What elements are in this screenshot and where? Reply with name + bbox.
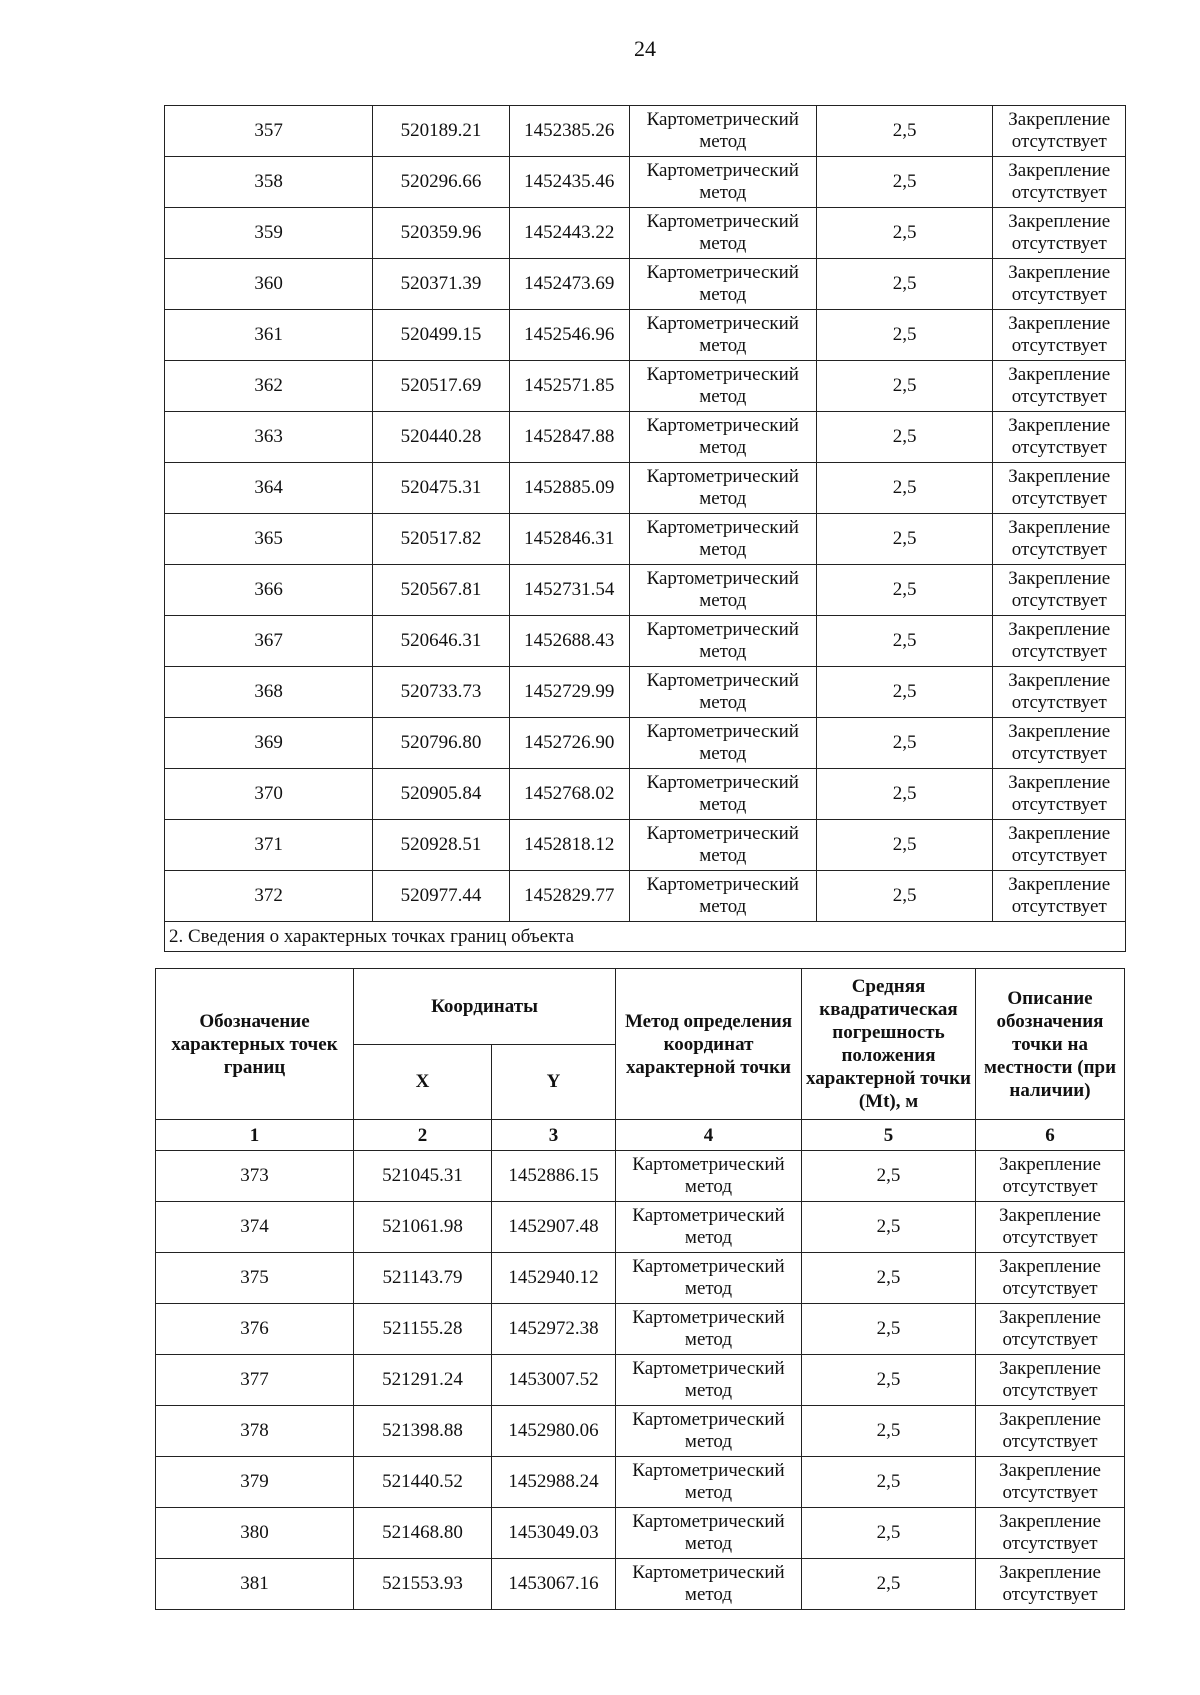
description-cell: Закрепление отсутствует [993,565,1126,616]
error-cell: 2,5 [802,1304,976,1355]
x-coordinate-cell: 520733.73 [373,667,510,718]
error-cell: 2,5 [816,208,993,259]
table-row [165,616,1126,667]
description-cell: Закрепление отсутствует [976,1253,1125,1304]
point-id-cell: 364 [165,463,373,514]
method-cell: Картометрический метод [629,769,816,820]
header-description: Описание обозначения точки на местности (при наличии) [976,969,1125,1120]
table-row [156,1406,1125,1457]
column-number: 1 [156,1120,354,1151]
error-cell: 2,5 [802,1202,976,1253]
error-cell: 2,5 [816,412,993,463]
y-coordinate-cell: 1452473.69 [509,259,629,310]
y-coordinate-cell: 1452885.09 [509,463,629,514]
y-coordinate-cell: 1452546.96 [509,310,629,361]
description-cell: Закрепление отсутствует [993,718,1126,769]
description-cell: Закрепление отсутствует [993,514,1126,565]
y-coordinate-cell: 1452688.43 [509,616,629,667]
error-cell: 2,5 [802,1559,976,1610]
error-cell: 2,5 [816,616,993,667]
error-cell: 2,5 [816,106,993,157]
table-row [156,1559,1125,1610]
table-row [165,157,1126,208]
error-cell: 2,5 [802,1253,976,1304]
error-cell: 2,5 [816,718,993,769]
method-cell: Картометрический метод [616,1457,802,1508]
point-id-cell: 370 [165,769,373,820]
page-number: 24 [634,36,656,61]
table-row [156,1202,1125,1253]
method-cell: Картометрический метод [616,1202,802,1253]
point-id-cell: 358 [165,157,373,208]
column-number: 4 [616,1120,802,1151]
x-coordinate-cell: 520796.80 [373,718,510,769]
point-id-cell: 378 [156,1406,354,1457]
description-cell: Закрепление отсутствует [976,1151,1125,1202]
description-cell: Закрепление отсутствует [976,1304,1125,1355]
table-row [165,514,1126,565]
y-coordinate-cell: 1452435.46 [509,157,629,208]
table-row [165,565,1126,616]
x-coordinate-cell: 521045.31 [354,1151,492,1202]
method-cell: Картометрический метод [629,259,816,310]
point-id-cell: 361 [165,310,373,361]
point-id-cell: 376 [156,1304,354,1355]
boundary-points-table-continued [164,105,1126,952]
point-id-cell: 368 [165,667,373,718]
description-cell: Закрепление отсутствует [993,106,1126,157]
header-x: X [354,1044,492,1120]
method-cell: Картометрический метод [629,616,816,667]
point-id-cell: 369 [165,718,373,769]
y-coordinate-cell: 1452886.15 [492,1151,616,1202]
description-cell: Закрепление отсутствует [976,1559,1125,1610]
method-cell: Картометрический метод [629,310,816,361]
error-cell: 2,5 [802,1151,976,1202]
method-cell: Картометрический метод [629,157,816,208]
method-cell: Картометрический метод [629,820,816,871]
y-coordinate-cell: 1452731.54 [509,565,629,616]
error-cell: 2,5 [816,310,993,361]
point-id-cell: 372 [165,871,373,922]
method-cell: Картометрический метод [616,1151,802,1202]
table-row [165,208,1126,259]
x-coordinate-cell: 520517.82 [373,514,510,565]
table-row [165,106,1126,157]
method-cell: Картометрический метод [616,1559,802,1610]
table-row [156,1253,1125,1304]
x-coordinate-cell: 520977.44 [373,871,510,922]
description-cell: Закрепление отсутствует [993,310,1126,361]
point-id-cell: 375 [156,1253,354,1304]
table-row [165,667,1126,718]
y-coordinate-cell: 1453007.52 [492,1355,616,1406]
description-cell: Закрепление отсутствует [976,1202,1125,1253]
error-cell: 2,5 [816,667,993,718]
table1-body [165,106,1126,922]
method-cell: Картометрический метод [629,514,816,565]
y-coordinate-cell: 1453049.03 [492,1508,616,1559]
error-cell: 2,5 [816,157,993,208]
x-coordinate-cell: 521061.98 [354,1202,492,1253]
point-id-cell: 359 [165,208,373,259]
point-id-cell: 363 [165,412,373,463]
x-coordinate-cell: 521398.88 [354,1406,492,1457]
x-coordinate-cell: 520359.96 [373,208,510,259]
y-coordinate-cell: 1452729.99 [509,667,629,718]
point-id-cell: 377 [156,1355,354,1406]
x-coordinate-cell: 521440.52 [354,1457,492,1508]
description-cell: Закрепление отсутствует [976,1355,1125,1406]
point-id-cell: 371 [165,820,373,871]
error-cell: 2,5 [816,463,993,514]
method-cell: Картометрический метод [616,1304,802,1355]
table-row [165,463,1126,514]
x-coordinate-cell: 520296.66 [373,157,510,208]
y-coordinate-cell: 1452907.48 [492,1202,616,1253]
method-cell: Картометрический метод [629,463,816,514]
x-coordinate-cell: 520189.21 [373,106,510,157]
description-cell: Закрепление отсутствует [993,616,1126,667]
x-coordinate-cell: 520567.81 [373,565,510,616]
description-cell: Закрепление отсутствует [993,463,1126,514]
table-row [156,1151,1125,1202]
point-id-cell: 380 [156,1508,354,1559]
boundary-points-table [155,968,1125,1610]
table-row [156,1355,1125,1406]
description-cell: Закрепление отсутствует [976,1457,1125,1508]
table-row [156,1508,1125,1559]
point-id-cell: 374 [156,1202,354,1253]
x-coordinate-cell: 520475.31 [373,463,510,514]
point-id-cell: 367 [165,616,373,667]
x-coordinate-cell: 521468.80 [354,1508,492,1559]
description-cell: Закрепление отсутствует [993,769,1126,820]
point-id-cell: 357 [165,106,373,157]
y-coordinate-cell: 1452768.02 [509,769,629,820]
table-row [165,412,1126,463]
point-id-cell: 381 [156,1559,354,1610]
y-coordinate-cell: 1452988.24 [492,1457,616,1508]
table-row [165,820,1126,871]
x-coordinate-cell: 520517.69 [373,361,510,412]
description-cell: Закрепление отсутствует [993,208,1126,259]
y-coordinate-cell: 1453067.16 [492,1559,616,1610]
error-cell: 2,5 [802,1457,976,1508]
header-designation: Обозначение характерных точек границ [156,969,354,1120]
table-row [165,718,1126,769]
method-cell: Картометрический метод [629,361,816,412]
x-coordinate-cell: 521143.79 [354,1253,492,1304]
method-cell: Картометрический метод [629,871,816,922]
x-coordinate-cell: 521553.93 [354,1559,492,1610]
error-cell: 2,5 [816,871,993,922]
point-id-cell: 373 [156,1151,354,1202]
method-cell: Картометрический метод [629,667,816,718]
y-coordinate-cell: 1452980.06 [492,1406,616,1457]
y-coordinate-cell: 1452571.85 [509,361,629,412]
y-coordinate-cell: 1452972.38 [492,1304,616,1355]
point-id-cell: 360 [165,259,373,310]
error-cell: 2,5 [816,565,993,616]
method-cell: Картометрический метод [629,412,816,463]
description-cell: Закрепление отсутствует [993,412,1126,463]
x-coordinate-cell: 520928.51 [373,820,510,871]
y-coordinate-cell: 1452726.90 [509,718,629,769]
y-coordinate-cell: 1452940.12 [492,1253,616,1304]
description-cell: Закрепление отсутствует [993,361,1126,412]
description-cell: Закрепление отсутствует [993,820,1126,871]
x-coordinate-cell: 520371.39 [373,259,510,310]
point-id-cell: 365 [165,514,373,565]
error-cell: 2,5 [802,1508,976,1559]
header-error: Средняя квадратическая погрешность положения характерной точки (Mt), м [802,969,976,1120]
description-cell: Закрепление отсутствует [993,871,1126,922]
x-coordinate-cell: 520440.28 [373,412,510,463]
header-method: Метод определения координат характерной точки [616,969,802,1120]
description-cell: Закрепление отсутствует [993,667,1126,718]
method-cell: Картометрический метод [629,718,816,769]
y-coordinate-cell: 1452829.77 [509,871,629,922]
description-cell: Закрепление отсутствует [976,1406,1125,1457]
table-row [165,310,1126,361]
column-number: 3 [492,1120,616,1151]
y-coordinate-cell: 1452818.12 [509,820,629,871]
column-number: 5 [802,1120,976,1151]
point-id-cell: 379 [156,1457,354,1508]
error-cell: 2,5 [816,514,993,565]
method-cell: Картометрический метод [616,1406,802,1457]
description-cell: Закрепление отсутствует [993,157,1126,208]
error-cell: 2,5 [816,259,993,310]
header-y: Y [492,1044,616,1120]
x-coordinate-cell: 520646.31 [373,616,510,667]
x-coordinate-cell: 520905.84 [373,769,510,820]
error-cell: 2,5 [816,769,993,820]
method-cell: Картометрический метод [629,565,816,616]
header-coordinates: Координаты [354,969,616,1045]
x-coordinate-cell: 520499.15 [373,310,510,361]
error-cell: 2,5 [816,361,993,412]
section-2-title: 2. Сведения о характерных точках границ объекта [165,922,1126,952]
method-cell: Картометрический метод [629,208,816,259]
table2-body [156,1151,1125,1610]
error-cell: 2,5 [816,820,993,871]
point-id-cell: 362 [165,361,373,412]
table-row [165,769,1126,820]
point-id-cell: 366 [165,565,373,616]
y-coordinate-cell: 1452847.88 [509,412,629,463]
y-coordinate-cell: 1452443.22 [509,208,629,259]
column-number: 2 [354,1120,492,1151]
method-cell: Картометрический метод [616,1253,802,1304]
description-cell: Закрепление отсутствует [993,259,1126,310]
table-row [165,871,1126,922]
column-number: 6 [976,1120,1125,1151]
y-coordinate-cell: 1452846.31 [509,514,629,565]
x-coordinate-cell: 521291.24 [354,1355,492,1406]
method-cell: Картометрический метод [616,1508,802,1559]
x-coordinate-cell: 521155.28 [354,1304,492,1355]
table-row [165,259,1126,310]
table-row [165,361,1126,412]
error-cell: 2,5 [802,1355,976,1406]
method-cell: Картометрический метод [616,1355,802,1406]
table-row [156,1457,1125,1508]
description-cell: Закрепление отсутствует [976,1508,1125,1559]
y-coordinate-cell: 1452385.26 [509,106,629,157]
table-row [156,1304,1125,1355]
error-cell: 2,5 [802,1406,976,1457]
method-cell: Картометрический метод [629,106,816,157]
